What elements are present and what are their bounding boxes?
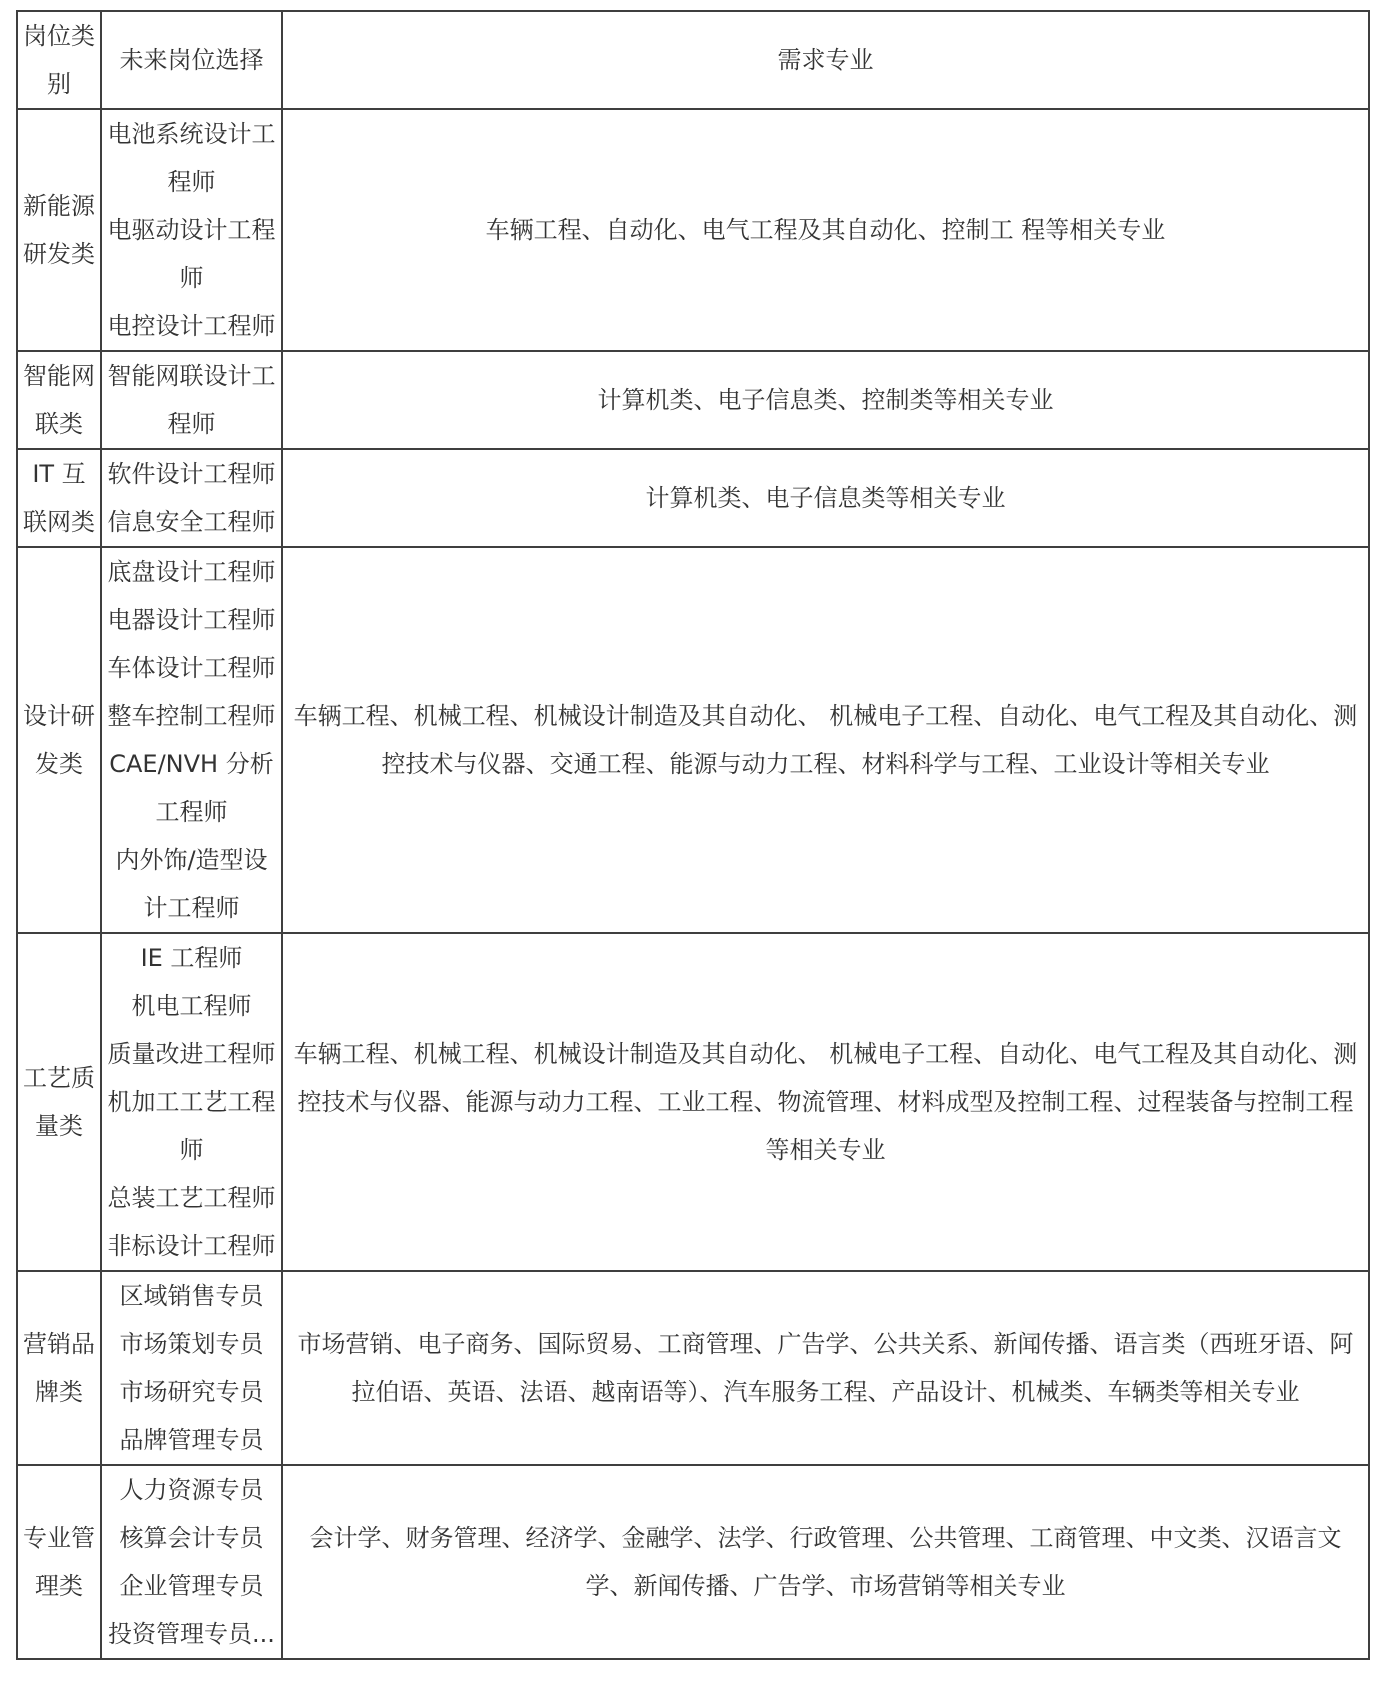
majors-cell: 计算机类、电子信息类、控制类等相关专业 <box>282 351 1369 449</box>
table-header-row <box>17 11 1369 109</box>
role-item: 核算会计专员 <box>119 1524 264 1552</box>
majors-cell: 计算机类、电子信息类等相关专业 <box>282 449 1369 547</box>
positions-majors-table <box>16 10 1370 1660</box>
role-item: 电驱动设计工程师 <box>107 216 276 292</box>
role-item: 智能网联设计工程师 <box>107 362 276 438</box>
category-cell: 设计研发类 <box>17 547 101 933</box>
role-item: 质量改进工程师 <box>107 1040 276 1068</box>
future-roles-cell <box>101 351 282 449</box>
future-roles-cell <box>101 1271 282 1465</box>
role-item: 电控设计工程师 <box>107 312 276 340</box>
recruitment-table-document <box>16 10 1368 1660</box>
role-item: 区域销售专员 <box>119 1282 264 1310</box>
table-row <box>17 109 1369 351</box>
future-roles-cell <box>101 1465 282 1659</box>
future-roles-cell <box>101 547 282 933</box>
header-category: 岗位类别 <box>17 11 101 109</box>
role-item: 电器设计工程师 <box>107 606 276 634</box>
role-item: 整车控制工程师 <box>107 702 276 730</box>
role-item: 信息安全工程师 <box>107 508 276 536</box>
category-cell: IT 互联网类 <box>17 449 101 547</box>
role-item: 总装工艺工程师 <box>107 1184 276 1212</box>
table-row <box>17 547 1369 933</box>
role-item: 内外饰/造型设计工程师 <box>115 846 268 922</box>
table-row <box>17 1465 1369 1659</box>
role-item: 市场策划专员 <box>119 1330 264 1358</box>
table-row <box>17 351 1369 449</box>
future-roles-cell <box>101 109 282 351</box>
header-majors: 需求专业 <box>282 11 1369 109</box>
role-item: 人力资源专员 <box>119 1476 264 1504</box>
role-item: IE 工程师 <box>140 944 243 972</box>
role-item: 机电工程师 <box>131 992 252 1020</box>
role-item: 软件设计工程师 <box>107 460 276 488</box>
role-item: 企业管理专员 <box>119 1572 264 1600</box>
table-row <box>17 1271 1369 1465</box>
category-cell: 专业管理类 <box>17 1465 101 1659</box>
role-item: 市场研究专员 <box>119 1378 264 1406</box>
role-item: 投资管理专员... <box>108 1620 275 1648</box>
category-cell: 新能源研发类 <box>17 109 101 351</box>
role-item: 品牌管理专员 <box>119 1426 264 1454</box>
future-roles-cell <box>101 933 282 1271</box>
role-item: CAE/NVH 分析工程师 <box>109 750 274 826</box>
future-roles-cell <box>101 449 282 547</box>
header-future-roles: 未来岗位选择 <box>101 11 282 109</box>
majors-cell: 车辆工程、机械工程、机械设计制造及其自动化、 机械电子工程、自动化、电气工程及其自动化、测控技术与仪器、能源与动力工程、工业工程、物流管理、材料成型及控制工程、过程装备与控制工程等相关专业 <box>282 933 1369 1271</box>
table-row <box>17 933 1369 1271</box>
role-item: 车体设计工程师 <box>107 654 276 682</box>
majors-cell: 市场营销、电子商务、国际贸易、工商管理、广告学、公共关系、新闻传播、语言类（西班牙语、阿拉伯语、英语、法语、越南语等）、汽车服务工程、产品设计、机械类、车辆类等相关专业 <box>282 1271 1369 1465</box>
category-cell: 智能网联类 <box>17 351 101 449</box>
majors-cell: 会计学、财务管理、经济学、金融学、法学、行政管理、公共管理、工商管理、中文类、汉语言文学、新闻传播、广告学、市场营销等相关专业 <box>282 1465 1369 1659</box>
role-item: 底盘设计工程师 <box>107 558 276 586</box>
majors-cell: 车辆工程、机械工程、机械设计制造及其自动化、 机械电子工程、自动化、电气工程及其自动化、测控技术与仪器、交通工程、能源与动力工程、材料科学与工程、工业设计等相关专业 <box>282 547 1369 933</box>
category-cell: 工艺质量类 <box>17 933 101 1271</box>
table-row <box>17 449 1369 547</box>
role-item: 电池系统设计工程师 <box>107 120 276 196</box>
majors-cell: 车辆工程、自动化、电气工程及其自动化、控制工 程等相关专业 <box>282 109 1369 351</box>
category-cell: 营销品牌类 <box>17 1271 101 1465</box>
role-item: 机加工工艺工程师 <box>107 1088 276 1164</box>
role-item: 非标设计工程师 <box>107 1232 276 1260</box>
